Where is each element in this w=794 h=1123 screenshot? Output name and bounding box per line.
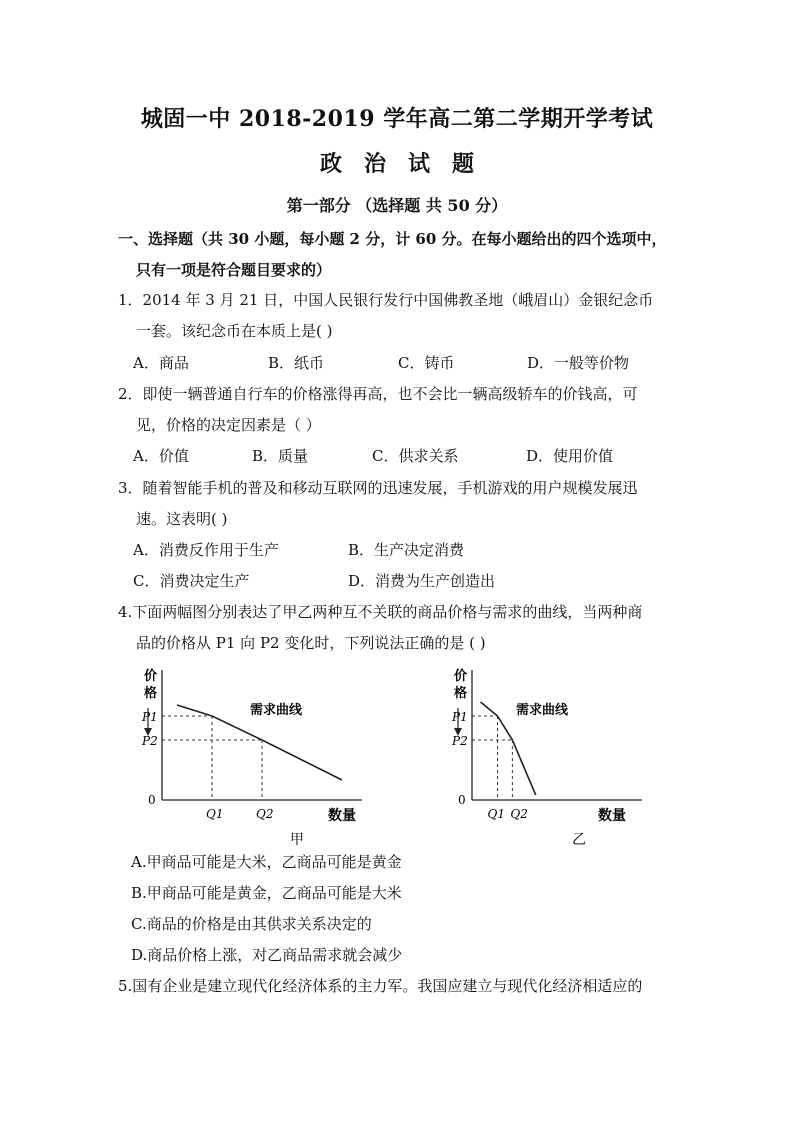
y-tick-label-2: P2 <box>452 734 468 748</box>
y-axis-label-char: 价 <box>454 669 468 684</box>
q4-option-a: A.甲商品可能是大米，乙商品可能是黄金 <box>131 853 402 871</box>
y-tick-label-1: P1 <box>452 710 468 724</box>
x-axis-label: 数量 <box>328 808 356 824</box>
curve-label: 需求曲线 <box>516 703 569 718</box>
chart-caption: 乙 <box>572 832 586 848</box>
y-tick-label-1: P1 <box>142 710 158 724</box>
q5-stem-line1: 5.国有企业是建立现代化经济体系的主力军。我国应建立与现代化经济相适应的 <box>118 977 643 995</box>
exam-title: 城固一中 2018-2019 学年高二第二学期开学考试 <box>140 106 654 132</box>
y-tick-label-2: P2 <box>142 734 158 748</box>
curve-label: 需求曲线 <box>250 703 303 718</box>
y-axis-label-char: 格 <box>454 686 468 701</box>
x-tick-label-2: Q2 <box>256 807 274 821</box>
demand-chart-jia <box>140 664 370 854</box>
q2-stem-line2: 见，价格的决定因素是（ ） <box>136 416 321 434</box>
demand-chart-yi <box>450 664 650 854</box>
origin-label: 0 <box>148 793 156 807</box>
q4-option-c: C.商品的价格是由其供求关系决定的 <box>131 915 372 933</box>
q3-option-c: C．消费决定生产 <box>133 572 250 590</box>
origin-label: 0 <box>458 793 466 807</box>
chart-caption: 甲 <box>290 832 304 848</box>
y-axis-label-char: 价 <box>144 669 158 684</box>
x-tick-label-1: Q1 <box>487 807 505 821</box>
q1-stem-line2: 一套。该纪念币在本质上是( ) <box>136 322 333 340</box>
q1-option-b: B．纸币 <box>268 354 325 372</box>
x-tick-label-2: Q2 <box>510 807 528 821</box>
q2-option-c: C．供求关系 <box>372 447 459 465</box>
q3-stem-line1: 3．随着智能手机的普及和移动互联网的迅速发展，手机游戏的用户规模发展迅 <box>118 479 638 497</box>
q4-stem-line1: 4.下面两幅图分别表达了甲乙两种互不关联的商品价格与需求的曲线，当两种商 <box>118 603 643 621</box>
q4-option-b: B.甲商品可能是黄金，乙商品可能是大米 <box>131 884 402 902</box>
q2-option-b: B．质量 <box>252 447 309 465</box>
part-heading: 第一部分 （选择题 共 50 分） <box>286 196 508 215</box>
q2-option-d: D．使用价值 <box>526 447 614 465</box>
q2-option-a: A．价值 <box>133 447 189 465</box>
q4-option-d: D.商品价格上涨，对乙商品需求就会减少 <box>131 946 403 964</box>
x-tick-label-1: Q1 <box>206 807 224 821</box>
q1-stem-line1: 1．2014 年 3 月 21 日，中国人民银行发行中国佛教圣地（峨眉山）金银纪念币 <box>118 291 654 309</box>
y-axis-label-char: 格 <box>144 686 158 701</box>
q3-option-a: A．消费反作用于生产 <box>133 541 279 559</box>
q3-option-d: D．消费为生产创造出 <box>348 572 496 590</box>
section-instructions-line1: 一、选择题（共 30 小题，每小题 2 分，计 60 分。在每小题给出的四个选项中， <box>118 230 667 248</box>
q1-option-d: D．一般等价物 <box>527 354 630 372</box>
exam-subject: 政治试题 <box>319 151 496 177</box>
q3-stem-line2: 速。这表明( ) <box>136 510 228 528</box>
q4-stem-line2: 品的价格从 P1 向 P2 变化时，下列说法正确的是 ( ) <box>136 634 486 652</box>
q1-option-a: A．商品 <box>133 354 189 372</box>
q3-option-b: B．生产决定消费 <box>348 541 465 559</box>
q1-option-c: C．铸币 <box>398 354 455 372</box>
q2-stem-line1: 2．即使一辆普通自行车的价格涨得再高，也不会比一辆高级轿车的价钱高，可 <box>118 385 638 403</box>
x-axis-label: 数量 <box>598 808 626 824</box>
section-instructions-line2: 只有一项是符合题目要求的） <box>136 261 332 279</box>
